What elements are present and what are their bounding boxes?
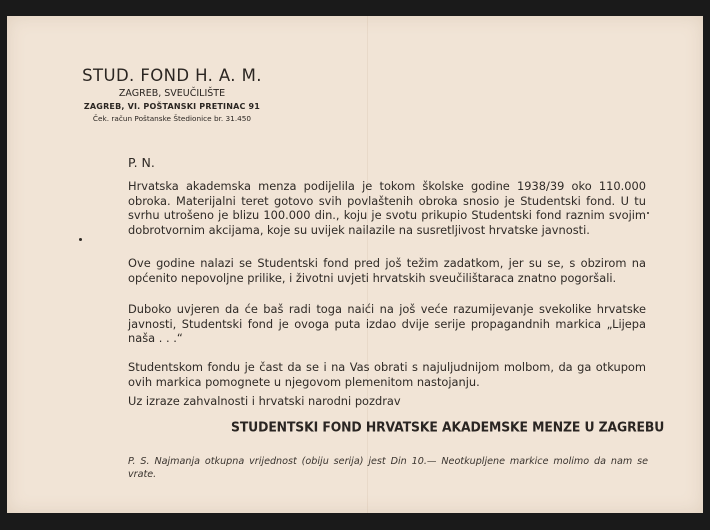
signature-line: STUDENTSKI FOND HRVATSKE AKADEMSKE MENZE U ZAGREBU bbox=[231, 418, 665, 435]
salutation: P. N. bbox=[128, 155, 155, 170]
paragraph-3: Duboko uvjeren da će baš radi toga naići na još veće razumijevanje svekolike hrvatske javnosti, Studentski fond je ovoga puta izdao dvije serije propagandnih markica „Lijepa naša . . .“ bbox=[128, 302, 646, 346]
closing-line: Uz izraze zahvalnosti i hrvatski narodni pozdrav bbox=[128, 394, 401, 408]
paragraph-1: Hrvatska akademska menza podijelila je tokom školske godine 1938/39 oko 110.000 obroka. Materijalni teret gotovo svih povlaštenih obroka snosio je Studentski fond. U tu svrhu utrošeno je blizu 100.000 din., koju je svotu prikupio Studentski fond raznim svojim dobrotvornim akcijama, koje su uvijek nailazile na susretljivost hrvatske javnosti. bbox=[128, 179, 646, 237]
paragraph-2: Ove godine nalazi se Studentski fond pred još težim zadatkom, jer su se, s obzirom na općenito nepovoljne prilike, i životni uvjeti hrvatskih sveučilištaraca znatno pogoršali. bbox=[128, 256, 646, 285]
letterhead-name: STUD. FOND H. A. M. bbox=[82, 66, 262, 85]
letterhead bbox=[67, 66, 277, 123]
ink-speck bbox=[647, 212, 649, 214]
letterhead-address: ZAGREB, VI. POŠTANSKI PRETINAC 91 bbox=[83, 102, 261, 111]
ink-speck bbox=[79, 238, 82, 241]
postscript: P. S. Najmanja otkupna vrijednost (obiju serija) jest Din 10.— Neotkupljene markice molimo da nam se vrate. bbox=[128, 456, 648, 480]
paragraph-4: Studentskom fondu je čast da se i na Vas obrati s najuljudnijom molbom, da ga otkupom ovih markica pomognete u njegovom plemenitom nastojanju. bbox=[128, 360, 646, 389]
letter-sheet bbox=[7, 16, 703, 513]
letterhead-city: ZAGREB, SVEUČILIŠTE bbox=[118, 88, 226, 99]
letterhead-account: Ček. račun Poštanske Štedionice br. 31.450 bbox=[92, 114, 252, 123]
